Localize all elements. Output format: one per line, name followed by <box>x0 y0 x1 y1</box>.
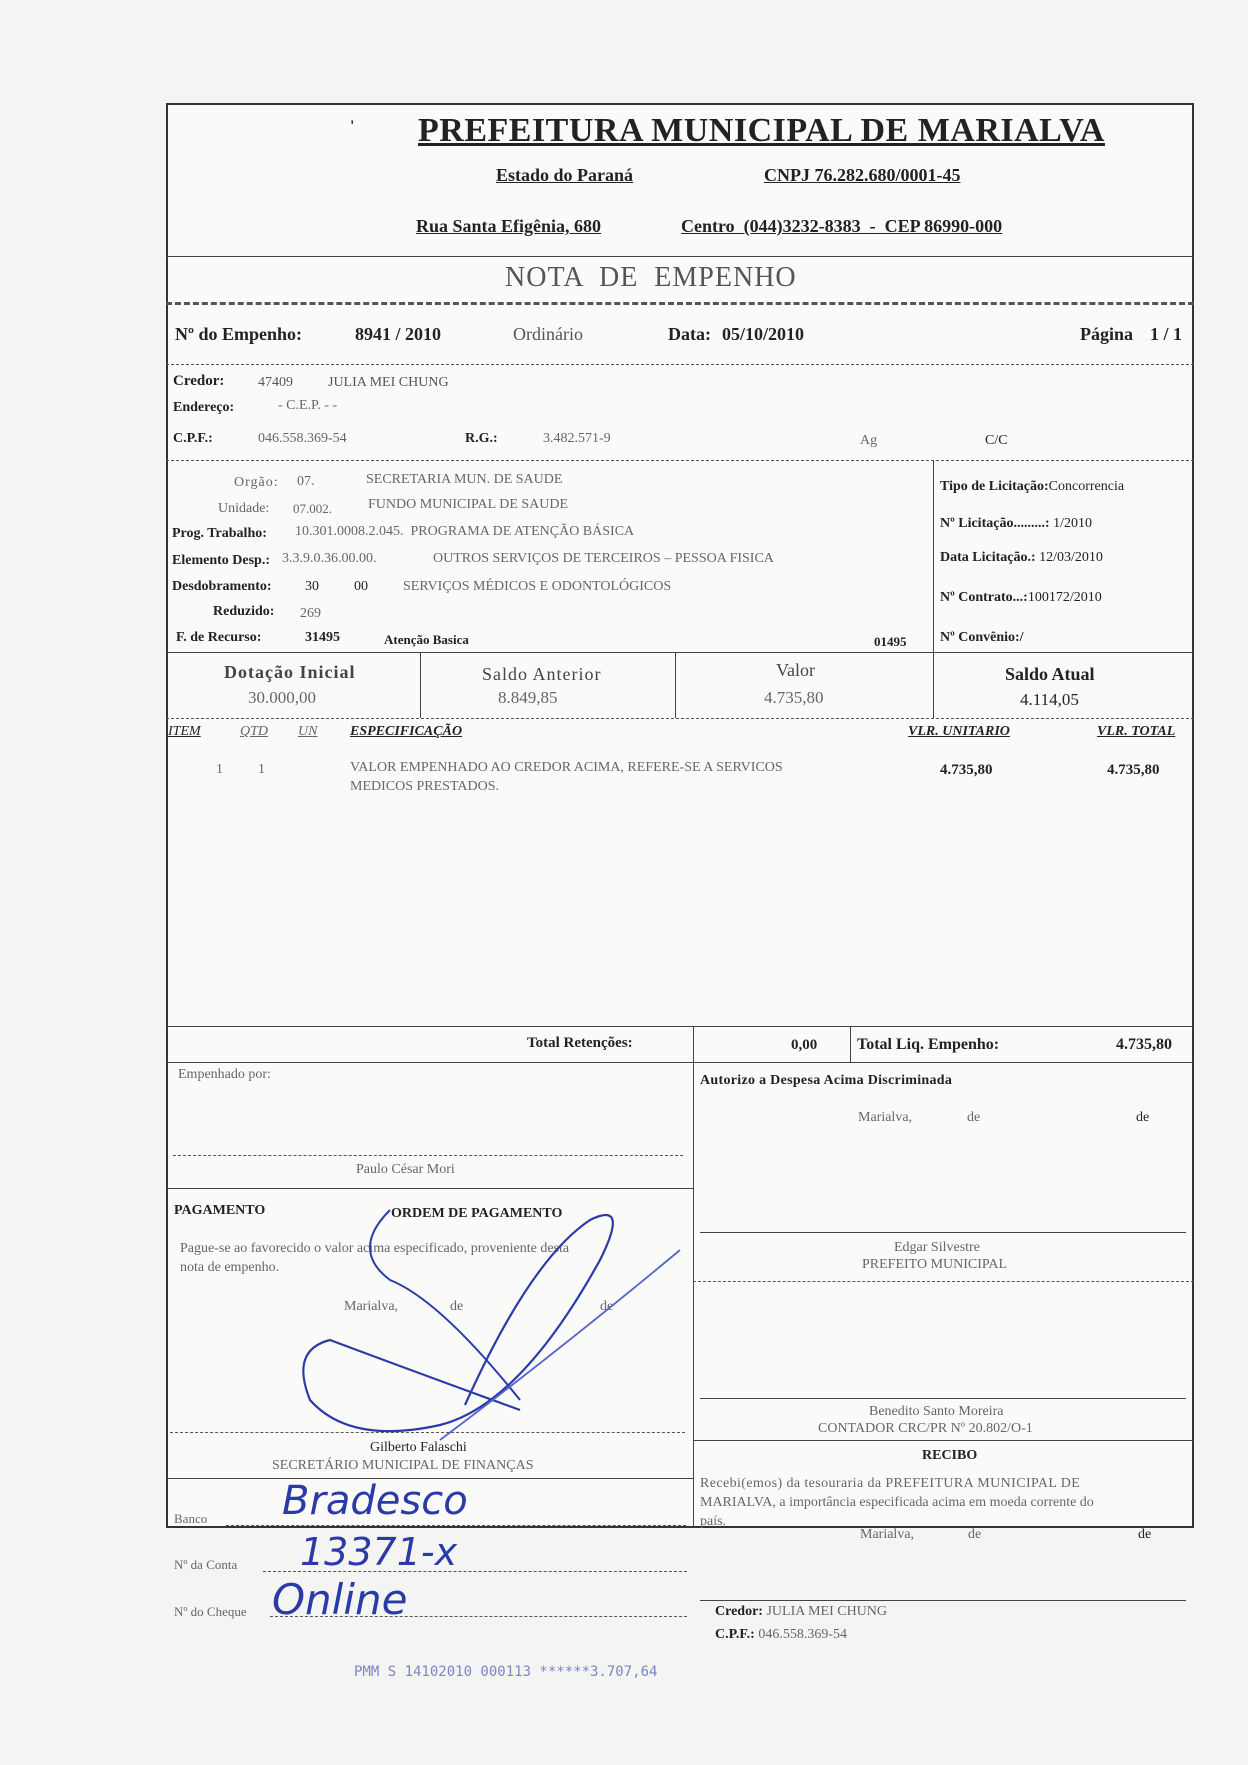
dotacao-inicial-label: Dotação Inicial <box>224 662 356 682</box>
tipo-licitacao <box>940 479 1124 495</box>
credor-name: JULIA MEI CHUNG <box>328 375 449 390</box>
contrato-label: Nº Contrato...: <box>940 590 1028 605</box>
row-item: 1 <box>216 762 223 777</box>
empenho-type: Ordinário <box>513 324 583 344</box>
rg-label: R.G.: <box>465 431 498 446</box>
header-tick: ' <box>350 118 355 135</box>
document-title: NOTA DE EMPENHO <box>505 262 797 293</box>
cheque-label: Nº do Cheque <box>174 1604 247 1619</box>
total-retencoes-value: 0,00 <box>791 1037 818 1053</box>
row-qtd: 1 <box>258 762 265 777</box>
cpf-label: C.P.F.: <box>173 431 213 446</box>
credor-code: 47409 <box>258 375 293 390</box>
recibo-cpf <box>715 1627 847 1643</box>
saldo-atual-value: 4.114,05 <box>1020 690 1079 709</box>
de-left-2: de <box>600 1299 614 1314</box>
recibo-line2: MARIALVA, a importância especificada acima em moeda corrente do <box>700 1495 1094 1510</box>
secretario-title: SECRETÁRIO MUNICIPAL DE FINANÇAS <box>272 1458 534 1473</box>
saldo-anterior-value: 8.849,85 <box>498 688 558 707</box>
dotacao-inicial-value: 30.000,00 <box>248 688 316 707</box>
empenhado-por-name: Paulo César Mori <box>356 1162 455 1177</box>
municipality-title: PREFEITURA MUNICIPAL DE MARIALVA <box>418 112 1105 149</box>
desdobramento-label: Desdobramento: <box>172 579 272 594</box>
cpf-value: 046.558.369-54 <box>258 431 347 446</box>
empenho-date-label: Data: <box>668 324 711 344</box>
tipo-licitacao-value: Concorrencia <box>1048 479 1125 494</box>
especificacao-header: ESPECIFICAÇÃO <box>350 724 463 739</box>
elemento-code: 3.3.9.0.36.00.00. <box>282 551 377 566</box>
contact-label: Centro (044)3232-8383 - CEP 86990-000 <box>681 216 1003 236</box>
desdobramento-b: 00 <box>354 579 368 594</box>
fonte-recurso-label: F. de Recurso: <box>176 630 262 645</box>
de-recibo-2: de <box>1138 1527 1152 1542</box>
saldo-atual-label: Saldo Atual <box>1005 664 1095 684</box>
row-desc-line1: VALOR EMPENHADO AO CREDOR ACIMA, REFERE-SE A SERVICOS <box>350 760 783 775</box>
row-vlr-total: 4.735,80 <box>1107 762 1160 778</box>
tipo-licitacao-label: Tipo de Licitação: <box>940 479 1049 494</box>
contador-name: Benedito Santo Moreira <box>869 1404 1004 1419</box>
elemento-name: OUTROS SERVIÇOS DE TERCEIROS – PESSOA FISICA <box>433 551 774 566</box>
address-label: Rua Santa Efigênia, 680 <box>416 216 602 236</box>
data-licitacao-label: Data Licitação.: <box>940 550 1036 565</box>
desdobramento-name: SERVIÇOS MÉDICOS E ODONTOLÓGICOS <box>403 579 672 594</box>
data-licitacao-value: 12/03/2010 <box>1039 550 1103 565</box>
unidade-label: Unidade: <box>218 501 270 516</box>
cheque-handwritten: Online <box>272 1575 408 1624</box>
total-liq-empenho-value: 4.735,80 <box>1116 1036 1172 1053</box>
total-retencoes-label: Total Retenções: <box>527 1035 633 1051</box>
vlr-unitario-header: VLR. UNITARIO <box>908 724 1010 739</box>
secretario-name: Gilberto Falaschi <box>370 1440 467 1455</box>
contrato <box>940 590 1102 606</box>
prog-trabalho-label: Prog. Trabalho: <box>172 526 267 541</box>
recibo-cpf-label: C.P.F.: <box>715 1627 755 1642</box>
data-licitacao <box>940 550 1103 566</box>
orgao-name: SECRETARIA MUN. DE SAUDE <box>366 472 563 487</box>
elemento-label: Elemento Desp.: <box>172 553 270 568</box>
fonte-recurso-code: 31495 <box>305 630 340 645</box>
ordem-pagamento-label: ORDEM DE PAGAMENTO <box>391 1206 563 1221</box>
autorizo-label: Autorizo a Despesa Acima Discriminada <box>700 1073 953 1088</box>
num-licitacao-label: Nº Licitação.........: <box>940 516 1050 531</box>
reduzido-value: 269 <box>300 606 321 621</box>
rg-value: 3.482.571-9 <box>543 431 611 446</box>
ag-label: Ag <box>860 433 878 448</box>
recibo-line1: Recebi(emos) da tesouraria da PREFEITURA MUNICIPAL DE <box>700 1476 1081 1491</box>
bank-stamp: PMM S 14102010 000113 ******3.707,64 <box>354 1664 658 1680</box>
recibo-credor <box>715 1604 887 1620</box>
credor-label: Credor: <box>173 373 225 389</box>
saldo-anterior-label: Saldo Anterior <box>482 664 602 684</box>
recibo-label: RECIBO <box>922 1448 978 1463</box>
de-right-1: de <box>967 1110 981 1125</box>
recibo-credor-name: JULIA MEI CHUNG <box>766 1604 888 1619</box>
item-header: ITEM <box>168 724 201 739</box>
unidade-code: 07.002. <box>293 501 332 516</box>
recibo-line3: país. <box>700 1514 727 1529</box>
orgao-label: Orgão: <box>234 475 279 490</box>
endereco-label: Endereço: <box>173 400 235 415</box>
banco-label: Banco <box>174 1511 208 1526</box>
state-label: Estado do Paraná <box>496 165 634 185</box>
pagamento-label: PAGAMENTO <box>174 1203 266 1218</box>
fonte-recurso-code2: 01495 <box>874 634 907 649</box>
orgao-code: 07. <box>297 474 315 489</box>
cnpj-label: CNPJ 76.282.680/0001-45 <box>764 165 961 185</box>
un-header: UN <box>298 724 318 739</box>
contador-title: CONTADOR CRC/PR Nº 20.802/O-1 <box>818 1421 1033 1436</box>
page-label: Página <box>1080 324 1134 344</box>
empenho-date: 05/10/2010 <box>722 324 805 344</box>
prefeito-title: PREFEITO MUNICIPAL <box>862 1257 1008 1272</box>
prog-trabalho-value: 10.301.0008.2.045. PROGRAMA DE ATENÇÃO BÁSICA <box>295 524 635 539</box>
convenio-label: Nº Convênio:/ <box>940 630 1024 645</box>
row-desc-line2: MEDICOS PRESTADOS. <box>350 779 500 794</box>
handwritten-signature <box>290 1200 690 1460</box>
banco-handwritten: Bradesco <box>282 1478 468 1524</box>
vlr-total-header: VLR. TOTAL <box>1097 724 1176 739</box>
page-number: 1 / 1 <box>1150 324 1183 344</box>
marialva-right: Marialva, <box>858 1110 913 1125</box>
de-right-2: de <box>1136 1110 1150 1125</box>
empenhado-por-label: Empenhado por: <box>178 1067 271 1082</box>
cc-label: C/C <box>985 433 1008 448</box>
empenho-number: 8941 / 2010 <box>355 324 442 344</box>
marialva-recibo: Marialva, <box>860 1527 915 1542</box>
num-licitacao-value: 1/2010 <box>1053 516 1092 531</box>
de-recibo-1: de <box>968 1527 982 1542</box>
conta-handwritten: 13371-x <box>300 1530 458 1574</box>
total-liq-empenho-label: Total Liq. Empenho: <box>857 1036 1000 1053</box>
desdobramento-a: 30 <box>305 579 319 594</box>
valor-label: Valor <box>776 660 815 680</box>
row-vlr-unitario: 4.735,80 <box>940 762 993 778</box>
pague-text-line2: nota de empenho. <box>180 1260 280 1275</box>
valor-value: 4.735,80 <box>764 688 824 707</box>
contrato-value: 100172/2010 <box>1027 590 1102 605</box>
endereco-value: - C.E.P. - - <box>278 398 338 413</box>
recibo-cpf-value: 046.558.369-54 <box>758 1627 847 1642</box>
empenho-number-label: Nº do Empenho: <box>175 324 302 344</box>
fonte-recurso-name: Atenção Basica <box>384 632 469 647</box>
reduzido-label: Reduzido: <box>213 604 275 619</box>
pague-text-line1: Pague-se ao favorecido o valor acima especificado, proveniente desta <box>180 1241 570 1256</box>
marialva-left: Marialva, <box>344 1299 399 1314</box>
prefeito-name: Edgar Silvestre <box>894 1240 980 1255</box>
num-licitacao <box>940 516 1092 532</box>
conta-label: Nº da Conta <box>174 1557 238 1572</box>
qtd-header: QTD <box>240 724 269 739</box>
de-left-1: de <box>450 1299 464 1314</box>
unidade-name: FUNDO MUNICIPAL DE SAUDE <box>368 497 569 512</box>
recibo-credor-label: Credor: <box>715 1604 763 1619</box>
